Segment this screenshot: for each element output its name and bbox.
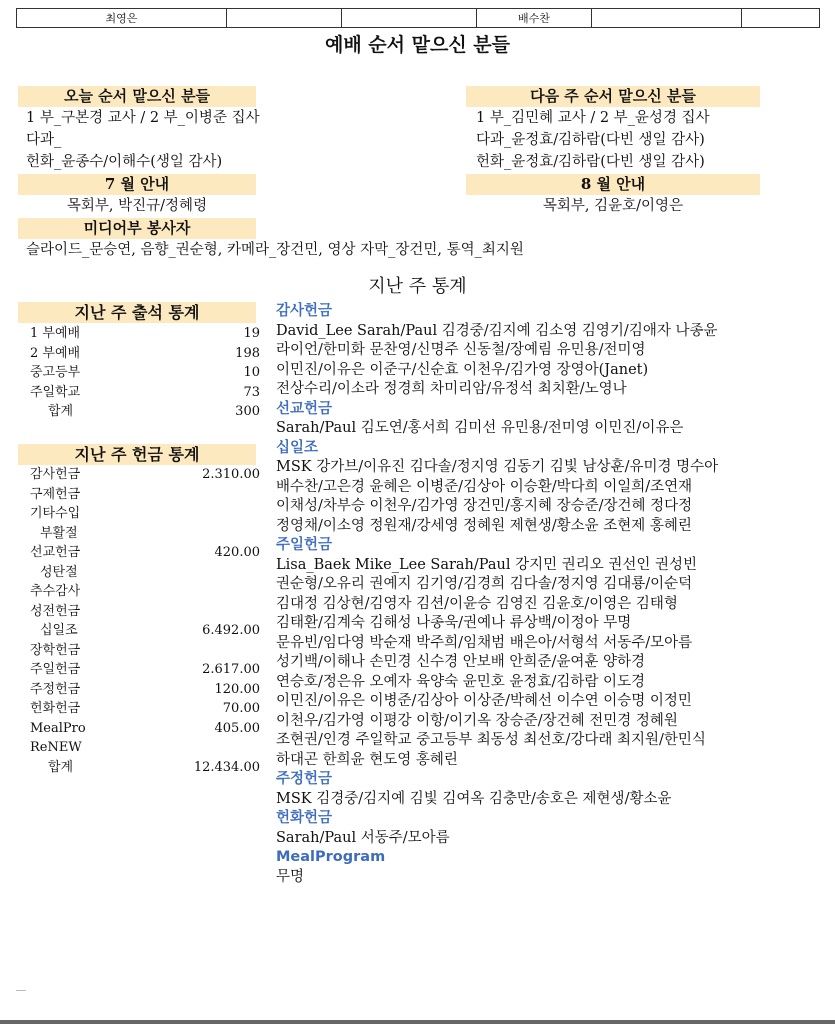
donor-line-juil: 김태환/김계숙 김해성 나종욱/권예나 류상백/이정아 무명 [276,615,632,631]
donor-line-juil: Lisa_Baek Mike_Lee Sarah/Paul 강지민 권리오 권선인 권성빈 [276,556,698,573]
offering-label: 헌화헌금 [30,701,81,716]
donor-line-juil: 성기백/이해나 손민경 신수경 안보배 안희준/윤여훈 양하경 [276,654,645,670]
attendance-label: 주일학교 [30,384,81,400]
offering-label: 합계 [48,759,74,775]
donor-line-gamsa: 전상수리/이소라 정경희 차미리암/유정석 최치환/노영나 [276,381,627,397]
donor-line-heonhwa: Sarah/Paul 서동주/모아름 [276,829,450,846]
offering-value: 2.617.00 [202,662,260,677]
next-week-line-1: 1 부_김민혜 교사 / 2 부_윤성경 집사 [476,110,710,126]
attendance-value: 300 [235,404,260,419]
header-cell-2 [227,9,342,28]
offering-heading: 지난 주 헌금 통계 [18,444,256,465]
offering-label: 감사헌금 [30,467,81,482]
bottom-bar [0,1020,835,1024]
next-week-heading: 다음 주 순서 맡으신 분들 [466,86,760,107]
media-text: 슬라이드_문승연, 음향_권순형, 카메라_장건민, 영상 자막_장건민, 통역_최지원 [26,242,524,258]
today-heading: 오늘 순서 맡으신 분들 [18,86,256,107]
header-cell-4: 배수찬 [477,9,592,28]
offering-label: ReNEW [30,740,82,755]
header-cell-5 [592,9,742,28]
offering-label: 장학헌금 [30,642,81,658]
attendance-value: 19 [243,326,260,341]
donor-line-sibiljo: 배수찬/고은경 윤혜은 이병준/김상아 이승환/박다희 이일희/조연재 [276,478,693,495]
offering-label: 성전헌금 [30,603,81,619]
offering-value: 2.310.00 [202,467,260,482]
offering-label: 기타수입 [30,506,81,521]
attendance-label: 중고등부 [30,365,81,380]
category-gamsa-heading: 감사헌금 [276,303,333,319]
category-jujeong-heading: 주정헌금 [276,771,333,787]
offering-label: MealPro [30,720,86,736]
donor-line-jujeong: MSK 김경중/김지예 김빛 김여옥 김충만/송호은 제현생/황소윤 [276,790,672,807]
offering-value: 120.00 [214,681,260,697]
donor-line-sibiljo: 이채성/차부승 이천우/김가영 장건민/홍지혜 장승준/장건혜 정다정 [276,498,693,514]
donor-line-juil: 이민진/이유은 이병준/김상아 이상준/박혜선 이수연 이승명 이정민 [276,693,692,709]
offering-value: 420.00 [214,545,260,560]
donor-line-gamsa: 라이언/한미화 문찬영/신명주 신동철/장예림 유민용/전미영 [276,342,646,358]
attendance-label: 1 부예배 [30,326,81,341]
next-week-line-3: 헌화_윤정효/김하람(다빈 생일 감사) [476,154,705,170]
attendance-value: 73 [243,384,260,400]
offering-label: 성탄절 [40,564,78,580]
august-text: 목회부, 김윤호/이영은 [542,198,684,214]
donor-line-juil: 김대정 김상현/김영자 김션/이윤승 김영진 김윤호/이영은 김태형 [276,595,678,612]
attendance-value: 198 [235,345,260,361]
attendance-label: 2 부예배 [30,345,81,361]
category-juil-heading: 주일헌금 [276,537,333,553]
header-table [16,8,820,28]
page-title: 예배 순서 맡으신 분들 [324,34,511,56]
donor-line-juil: 조현권/인경 주일학교 중고등부 최동성 최선호/강다래 최지원/한민식 [276,732,706,748]
category-sibiljo-heading: 십일조 [276,439,319,456]
july-text: 목회부, 박진규/정혜령 [66,198,208,214]
offering-label: 추수감사 [30,584,81,599]
stats-title: 지난 주 통계 [368,276,467,297]
offering-value: 6.492.00 [202,623,260,638]
offering-value: 405.00 [214,720,260,736]
donor-line-gamsa: David_Lee Sarah/Paul 김경중/김지예 김소영 김영기/김애자 나종윤 [276,322,718,339]
header-cell-7 [742,9,820,28]
offering-label: 구제헌금 [30,486,81,502]
media-heading: 미디어부 봉사자 [18,218,256,239]
offering-value: 12.434.00 [193,759,260,775]
today-line-1: 1 부_구본경 교사 / 2 부_이병준 집사 [26,110,260,126]
donor-line-gamsa: 이민진/이유은 이준구/신순효 이천우/김가영 장영아(Janet) [276,361,649,378]
offering-label: 부활절 [40,525,78,541]
donor-list [276,302,718,887]
donor-line-juil: 연승호/정은유 오예자 육양숙 윤민호 윤정효/김하람 이도경 [276,673,645,690]
donor-line-juil: 권순형/오유리 권예지 김기영/김경희 김다솔/정지영 김대룡/이순덕 [276,576,693,592]
category-seongyo-heading: 선교헌금 [276,400,333,417]
offering-label: 주정헌금 [30,681,81,697]
donor-line-sibiljo: 정영채/이소영 정원재/강세영 정혜원 제현생/황소윤 조현제 홍혜린 [276,517,692,534]
august-heading: 8 월 안내 [466,174,760,195]
offering-value: 70.00 [222,701,260,716]
attendance-heading: 지난 주 출석 통계 [18,302,256,323]
page-corner-mark [16,990,26,991]
category-meal-heading: MealProgram [276,849,386,865]
july-heading: 7 월 안내 [18,174,256,195]
offering-label: 주일헌금 [30,662,81,677]
donor-line-seongyo: Sarah/Paul 김도연/홍서희 김미선 유민용/전미영 이민진/이유은 [276,420,684,436]
offering-label: 선교헌금 [30,545,81,560]
donor-line-meal: 무명 [276,868,305,885]
donor-line-juil: 문유빈/임다영 박순재 박주희/임채범 배은아/서형석 서동주/모아름 [276,634,693,651]
donor-line-sibiljo: MSK 강가브/이유진 김다솔/정지영 김동기 김빛 남상훈/유미경 명수아 [276,459,719,475]
next-week-line-2: 다과_윤정효/김하람(다빈 생일 감사) [476,132,705,148]
offering-label: 십일조 [40,623,78,638]
header-cell-1: 최영은 [17,9,227,28]
attendance-label: 합계 [48,404,74,419]
attendance-value: 10 [243,365,260,380]
today-line-2: 다과_ [26,132,62,148]
donor-line-juil: 이천우/김가영 이평강 이항/이기옥 장승준/장건혜 전민경 정혜원 [276,712,678,729]
category-heonhwa-heading: 헌화헌금 [276,810,333,826]
donor-line-juil: 하대곤 한희윤 현도영 홍혜린 [276,751,458,768]
header-cell-3 [342,9,477,28]
today-line-3: 헌화_윤종수/이해수(생일 감사) [26,154,223,170]
